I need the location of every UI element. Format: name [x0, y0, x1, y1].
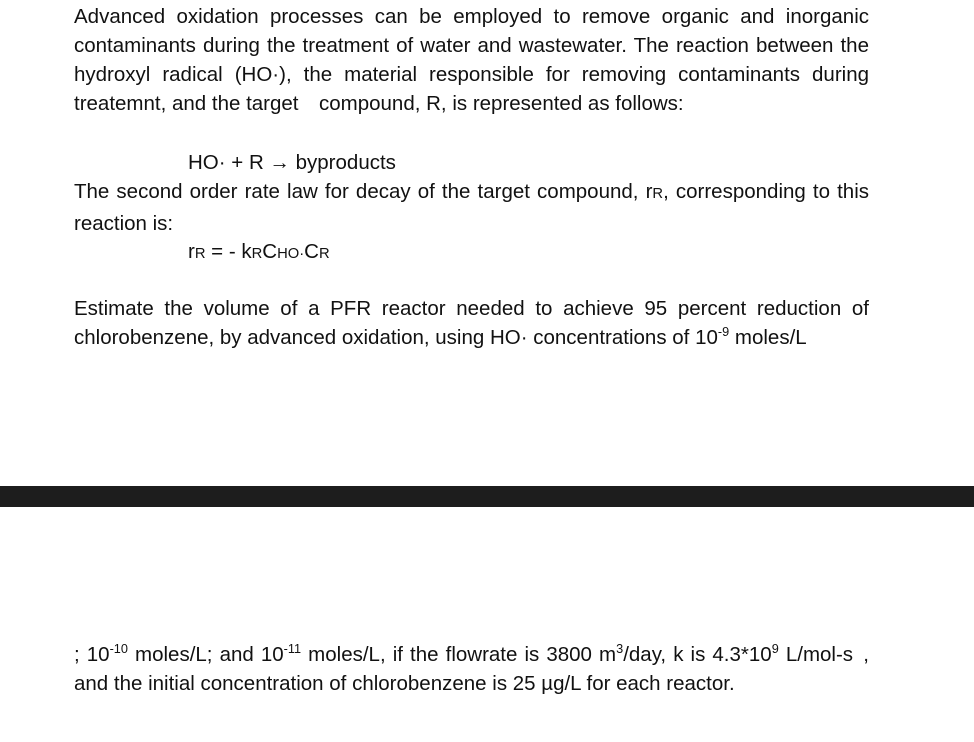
cont-text-3: moles/L, if the flowrate is 3800 m: [301, 643, 617, 666]
question-tail: moles/L: [729, 326, 807, 349]
concentration-ho: C: [262, 240, 278, 263]
rate-symbol-subscript: R: [194, 246, 206, 262]
concentration-r-subscript: R: [318, 246, 330, 262]
dark-divider-band: [0, 486, 974, 507]
reaction-equation: HO· + R → byproducts: [188, 151, 396, 174]
rate-law-equation: [188, 237, 330, 269]
cont-exp-3: 3: [616, 641, 624, 657]
paragraph-intro: Advanced oxidation processes can be employed to remove organic and inorganic contaminants during the treatment of water and wastewater. The reaction between the hydroxyl radical (HO·), the material responsible for removing contaminants during treatemnt, and the target compound, R, is represented as follows:: [74, 5, 869, 115]
paragraph-continuation: [74, 640, 869, 698]
rate-intro-text: The second order rate law for decay of the target compound, r: [74, 180, 653, 203]
question-exponent: -9: [717, 324, 730, 340]
cont-text-4: /day, k is 4.3*10: [623, 643, 772, 666]
rate-intro-subscript: R: [652, 186, 664, 202]
cont-text-5: L/mol-s , and the initial concentration of chlorobenzene is 25 µg/L for each reactor.: [74, 643, 869, 695]
rate-equals-k: = - k: [205, 240, 252, 263]
concentration-r: C: [304, 240, 319, 263]
paragraph-rate-intro: [74, 177, 869, 238]
cont-text-1: ; 10: [74, 643, 110, 666]
rate-intro-tail: , corresponding to this reaction is:: [74, 180, 870, 235]
cont-exp-2: -11: [283, 641, 302, 657]
rate-constant-subscript: R: [251, 246, 263, 262]
question-text: Estimate the volume of a PFR reactor needed to achieve 95 percent reduction of chlorobenzene, by advanced oxidation, using HO· concentrations of 10: [74, 297, 869, 349]
cont-text-2: moles/L; and 10: [127, 643, 284, 666]
concentration-ho-subscript: HO·: [277, 246, 305, 262]
cont-exp-1: -10: [109, 641, 128, 657]
paragraph-question: [74, 294, 869, 352]
rate-symbol: r: [188, 240, 195, 263]
cont-exp-4: 9: [771, 641, 779, 657]
